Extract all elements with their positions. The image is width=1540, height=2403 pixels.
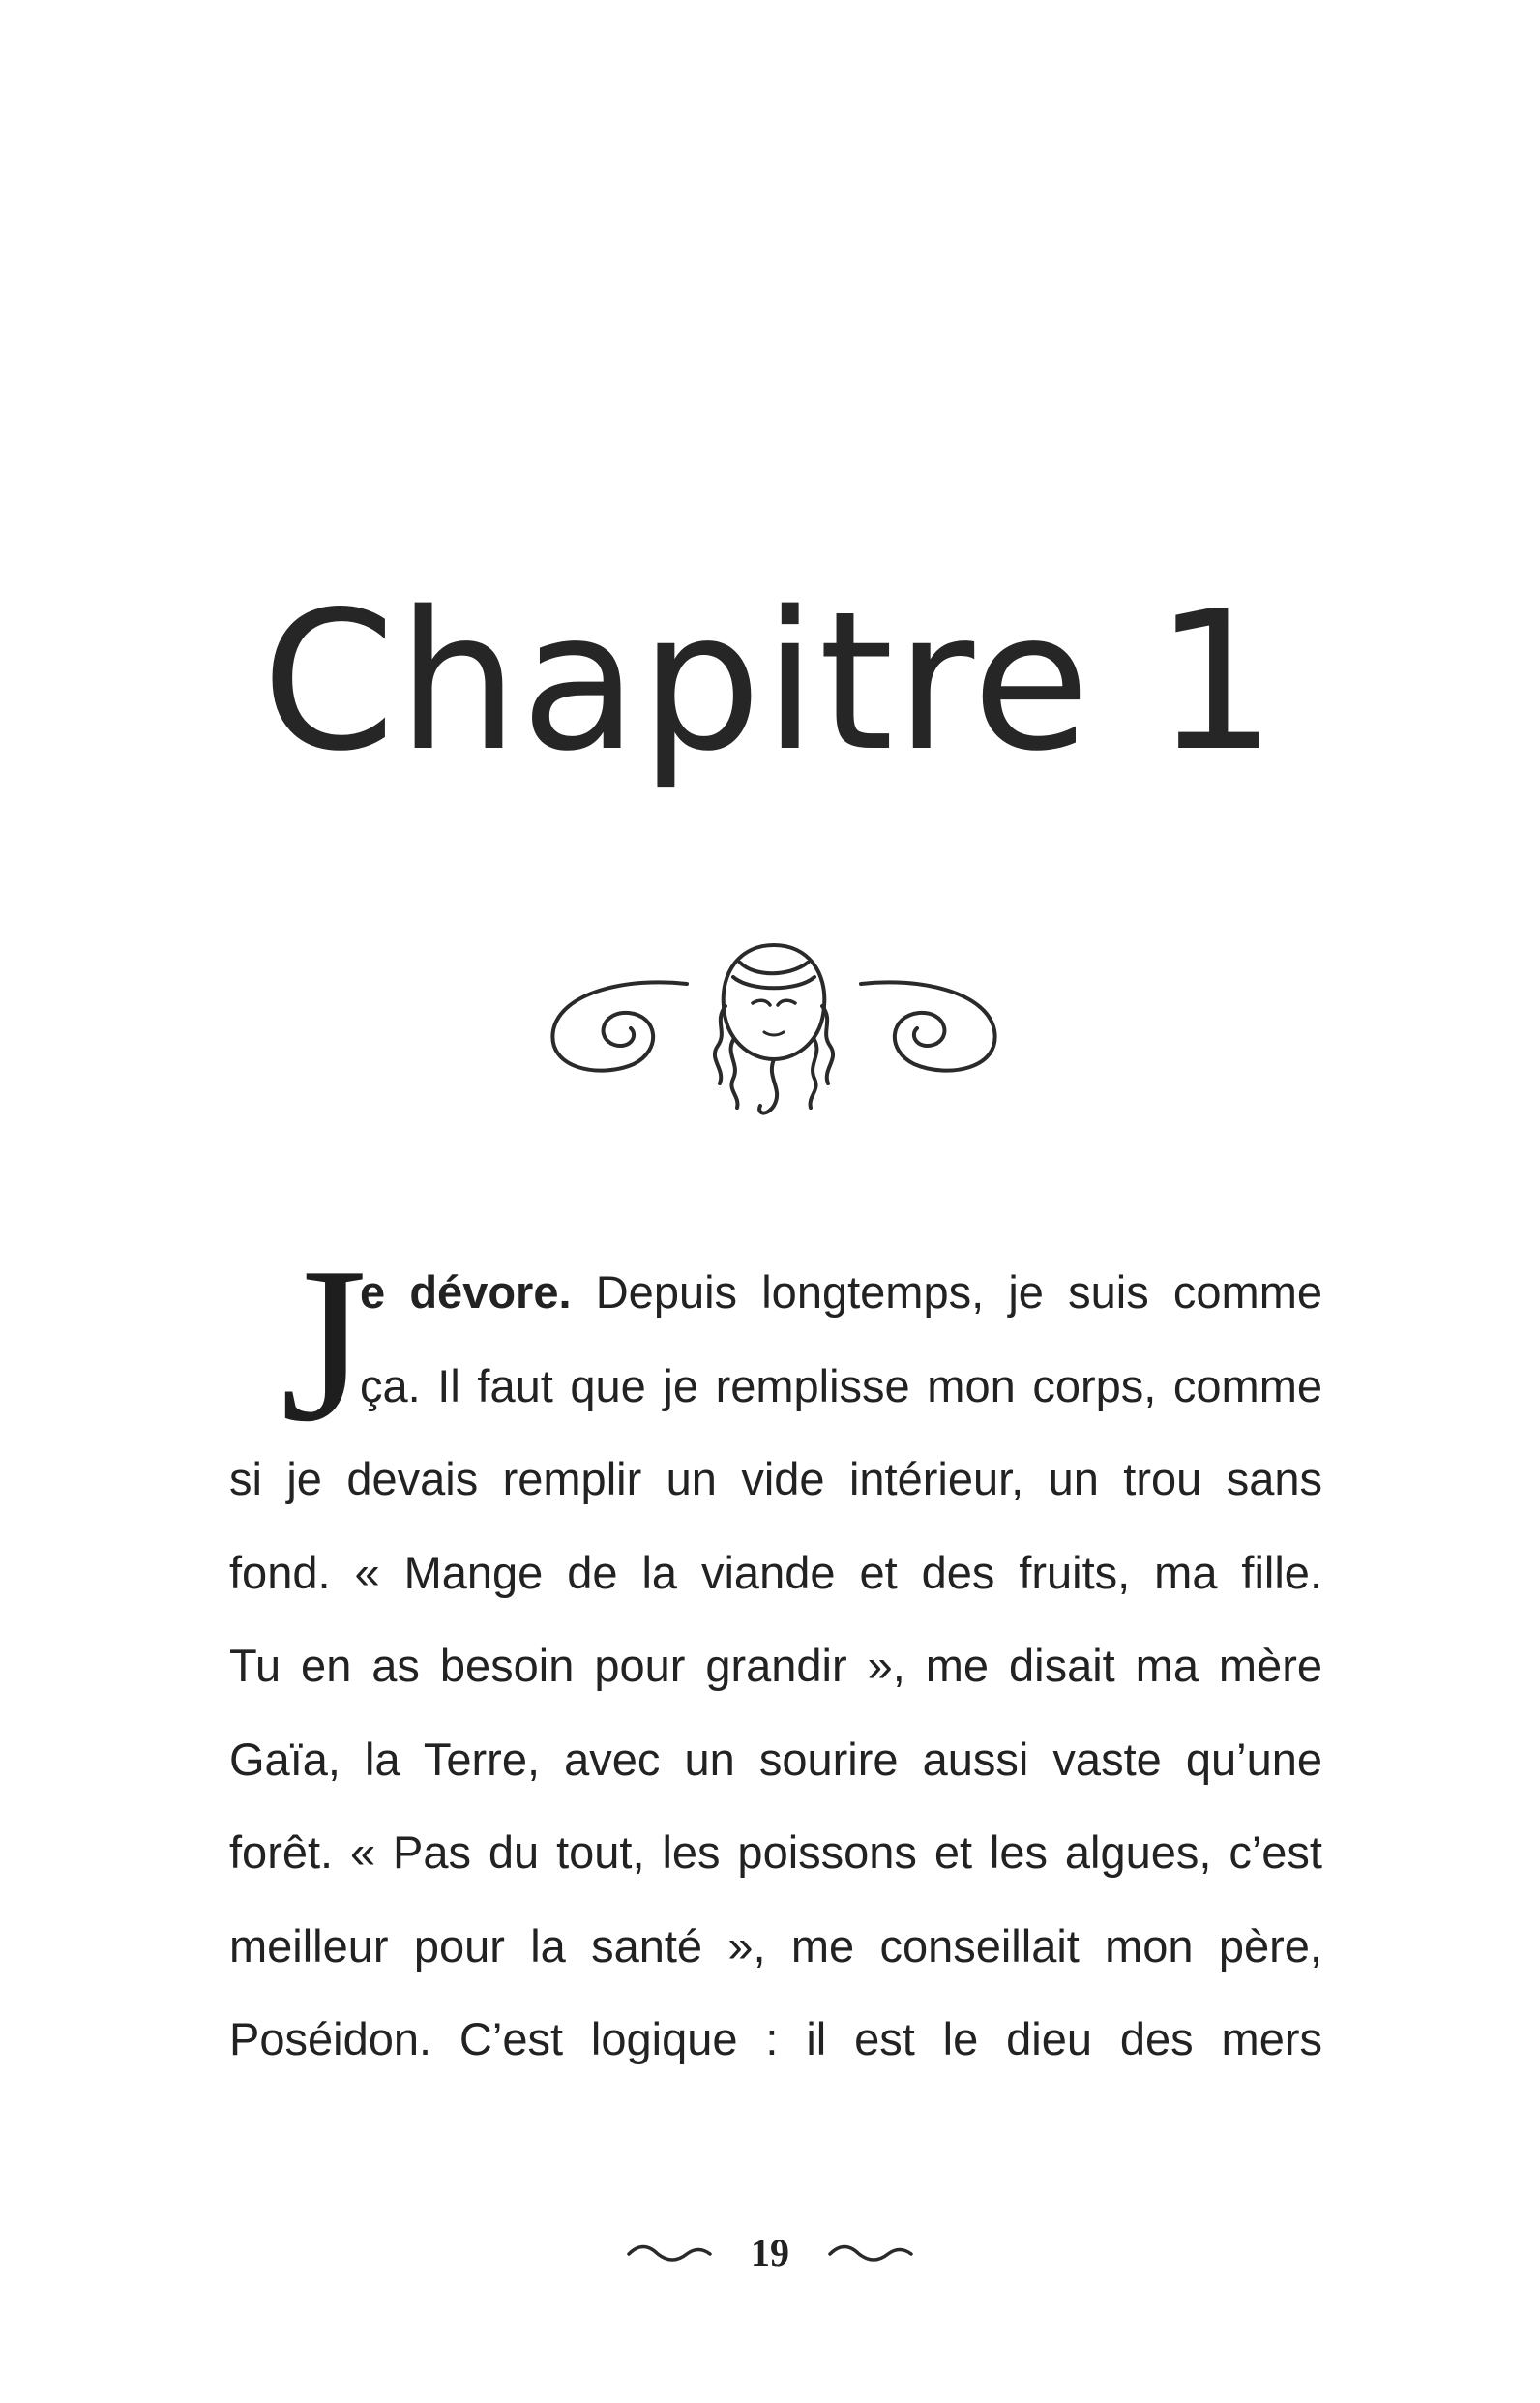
text-line-2: ça. Il faut que je remplisse mon corps, comme: [360, 1359, 1322, 1411]
medusa-head-ornament-icon: [542, 924, 1006, 1127]
page-footer: [0, 2230, 1540, 2288]
right-wave-icon: [826, 2239, 915, 2268]
chapter-body-text: [229, 1221, 1322, 2087]
text-line-9: Poséidon. C’est logique : il est le dieu des mers: [229, 2013, 1322, 2064]
left-wave-icon: [625, 2239, 714, 2268]
text-line-7: forêt. « Pas du tout, les poissons et les algues, c’est: [229, 1826, 1322, 1878]
chapter-title: Chapitre 1: [261, 570, 1279, 793]
text-line-1-rest: Depuis longtemps, je suis comme: [571, 1266, 1322, 1318]
text-line-8: meilleur pour la santé », me conseillait mon père,: [229, 1919, 1322, 1972]
text-line-5: Tu en as besoin pour grandir », me disait ma mère: [229, 1640, 1322, 1691]
page-number: 19: [751, 2231, 789, 2274]
text-line-4: fond. « Mange de la viande et des fruits, ma fille.: [229, 1546, 1322, 1598]
text-line-3: si je devais remplir un vide intérieur, un trou sans: [229, 1453, 1322, 1504]
text-line-6: Gaïa, la Terre, avec un sourire aussi vaste qu’une: [229, 1733, 1322, 1785]
drop-cap-letter: J: [281, 1221, 368, 1468]
lead-in-phrase: e dévore.: [360, 1266, 572, 1318]
text-line-1: [229, 1246, 1322, 1340]
